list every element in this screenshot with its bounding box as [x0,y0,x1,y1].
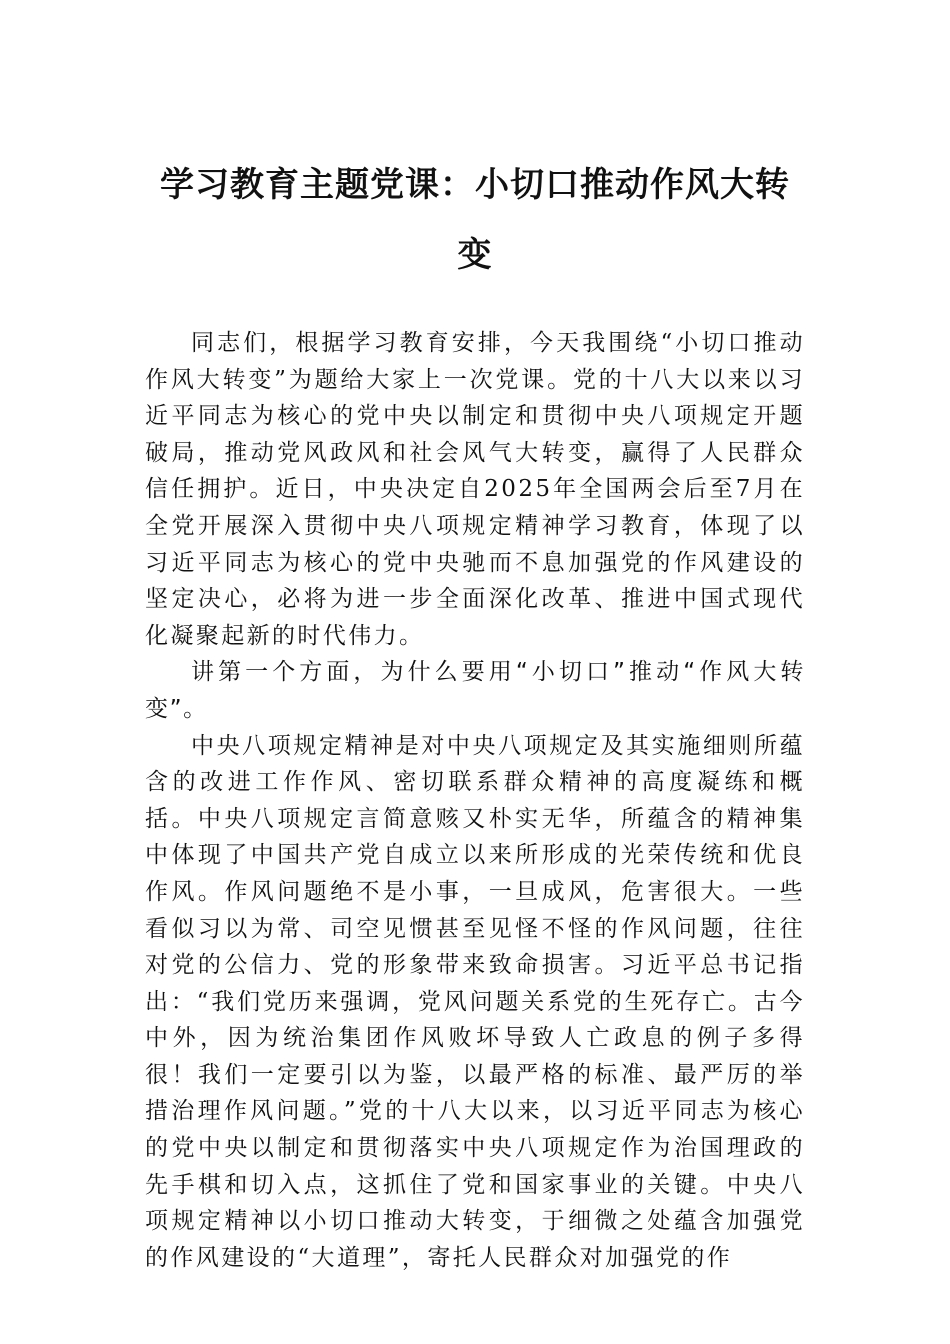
paragraph-section-1: 中央八项规定精神是对中央八项规定及其实施细则所蕴含的改进工作作风、密切联系群众精神的高度凝练和概括。中央八项规定言简意赅又朴实无华，所蕴含的精神集中体现了中国共产党自成立以来所形成的光荣传统和优良作风。作风问题绝不是小事，一旦成风，危害很大。一些看似习以为常、司空见惯甚至见怪不怪的作风问题，往往对党的公信力、党的形象带来致命损害。习近平总书记指出：“我们党历来强调，党风问题关系党的生死存亡。古今中外，因为统治集团作风败坏导致人亡政息的例子多得很！我们一定要引以为鉴，以最严格的标准、最严厉的举措治理作风问题。”党的十八大以来，以习近平同志为核心的党中央以制定和贯彻落实中央八项规定作为治国理政的先手棋和切入点，这抓住了党和国家事业的关键。中央八项规定精神以小切口推动大转变，于细微之处蕴含加强党的作风建设的“大道理”，寄托人民群众对加强党的作 [145,732,805,1271]
section-heading-1: 讲第一个方面，为什么要用“小切口”推动“作风大转变”。 [145,659,805,722]
document-title: 学习教育主题党课：小切口推动作风大转变 [160,165,790,275]
document-body [145,325,805,1276]
paragraph-intro: 同志们，根据学习教育安排，今天我围绕“小切口推动作风大转变”为题给大家上一次党课。党的十八大以来以习近平同志为核心的党中央以制定和贯彻中央八项规定开题破局，推动党风政风和社会风气大转变，赢得了人民群众信任拥护。近日，中央决定自2025年全国两会后至7月在全党开展深入贯彻中央八项规定精神学习教育，体现了以习近平同志为核心的党中央驰而不息加强党的作风建设的坚定决心，必将为进一步全面深化改革、推进中国式现代化凝聚起新的时代伟力。 [145,330,805,649]
